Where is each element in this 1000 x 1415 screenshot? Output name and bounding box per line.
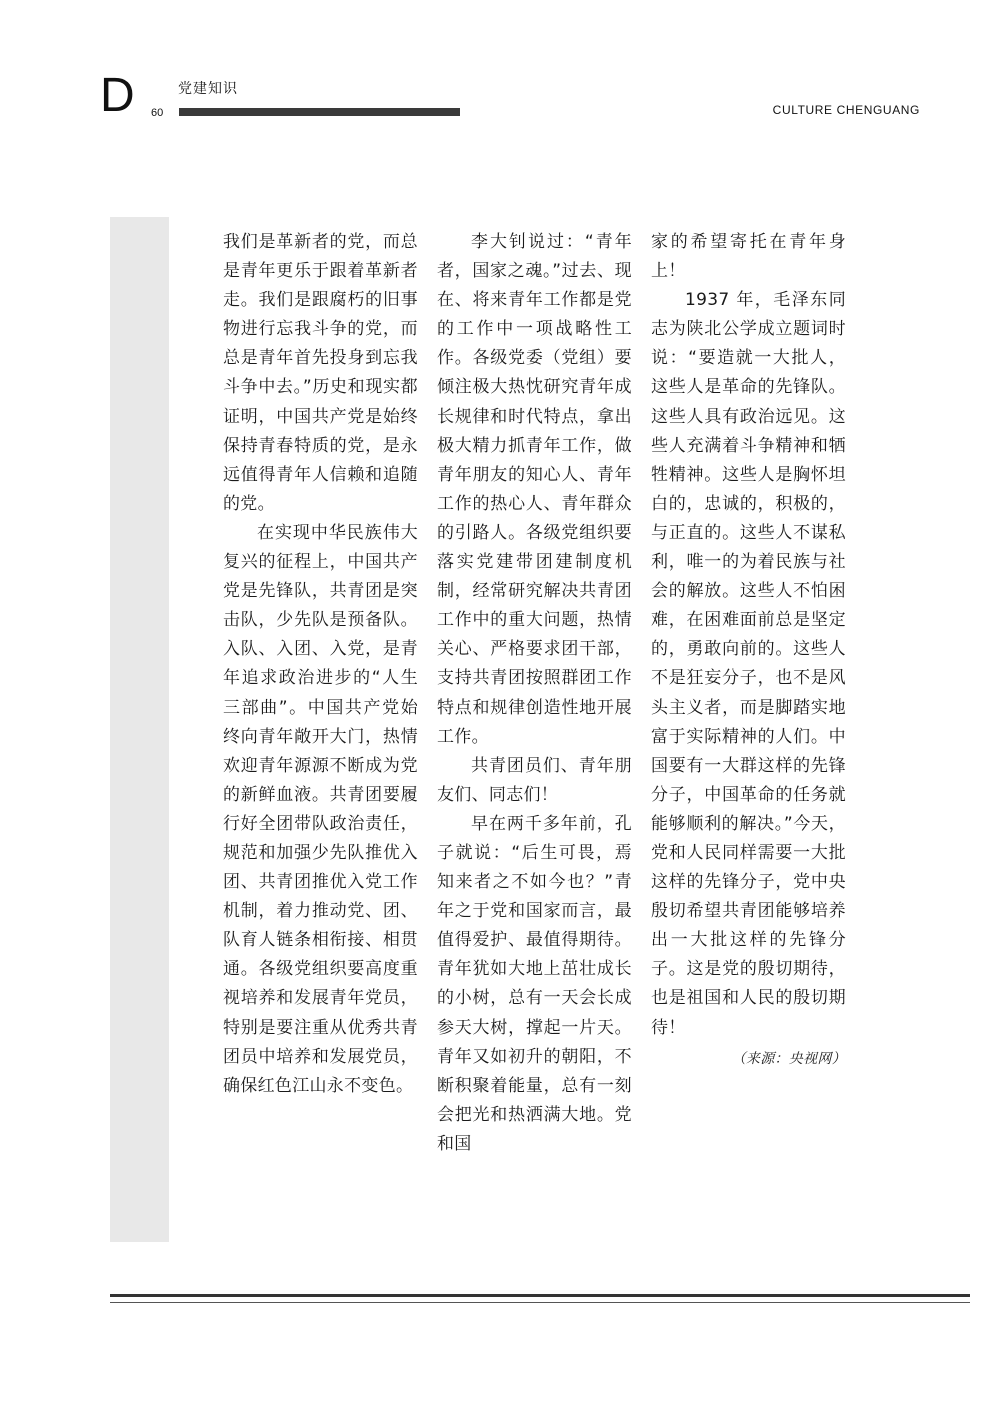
header-bar [179,108,460,116]
section-initial-letter: D [100,69,135,122]
article-column-2 [437,228,632,1159]
paragraph: 李大钊说过：“青年者，国家之魂。”过去、现在、将来青年工作都是党的工作中一项战略性工作。各级党委（党组）要倾注极大热忱研究青年成长规律和时代特点，拿出极大精力抓青年工作，做青年朋友的知心人、青年工作的热心人、青年群众的引路人。各级党组织要落实党建带团建制度机制，经常研究解决共青团工作中的重大问题，热情关心、严格要求团干部，支持共青团按照群团工作特点和规律创造性地开展工作。 [437,232,632,747]
source-credit: （来源：央视网） [731,1050,846,1067]
page-number: 60 [151,107,164,119]
paragraph: 共青团员们、青年朋友们、同志们！ [437,755,632,805]
section-title: 党建知识 [178,81,238,97]
paragraph: 早在两千多年前，孔子就说：“后生可畏，焉知来者之不如今也？”青年之于党和国家而言，最值得爱护、最值得期待。青年犹如大地上茁壮成长的小树，总有一天会长成参天大树，撑起一片天。青年又如初升的朝阳，不断积聚着能量，总有一刻会把光和热洒满大地。党和国 [437,813,632,1154]
side-gray-strip [110,217,169,1242]
magazine-name: CULTURE CHENGUANG [772,103,920,117]
paragraph: 我们是革新者的党，而总是青年更乐于跟着革新者走。我们是跟腐朽的旧事物进行忘我斗争的党，而总是青年首先投身到忘我斗争中去。”历史和现实都证明，中国共产党是始终保持青春特质的党，是永远值得青年人信赖和追随的党。 [223,232,418,514]
paragraph: 1937 年，毛泽东同志为陕北公学成立题词时说：“要造就一大批人，这些人是革命的先锋队。这些人具有政治远见。这些人充满着斗争精神和牺牲精神。这些人是胸怀坦白的，忠诚的，积极的，与正直的。这些人不谋私利，唯一的为着民族与社会的解放。这些人不怕困难，在困难面前总是坚定的，勇敢向前的。这些人不是狂妄分子，也不是风头主义者，而是脚踏实地富于实际精神的人们。中国要有一大群这样的先锋分子，中国革命的任务就能够顺利的解决。”今天，党和人民同样需要一大批这样的先锋分子，党中央殷切希望共青团能够培养出一大批这样的先锋分子。这是党的殷切期待，也是祖国和人民的殷切期待！ [651,290,846,1038]
footer-rule [110,1294,970,1297]
paragraph: 家的希望寄托在青年身上！ [651,232,846,282]
article-column-1 [223,228,418,1101]
paragraph: 在实现中华民族伟大复兴的征程上，中国共产党是先锋队，共青团是突击队，少先队是预备队。入队、入团、入党，是青年追求政治进步的“人生三部曲”。中国共产党始终向青年敞开大门，热情欢迎青年源源不断成为党的新鲜血液。共青团要履行好全团带队政治责任，规范和加强少先队推优入团、共青团推优入党工作机制，着力推动党、团、队育人链条相衔接、相贯通。各级党组织要高度重视培养和发展青年党员，特别是要注重从优秀共青团员中培养和发展党员，确保红色江山永不变色。 [223,522,418,1096]
footer-rule-thin [110,1302,970,1303]
article-column-3 [651,228,846,1074]
